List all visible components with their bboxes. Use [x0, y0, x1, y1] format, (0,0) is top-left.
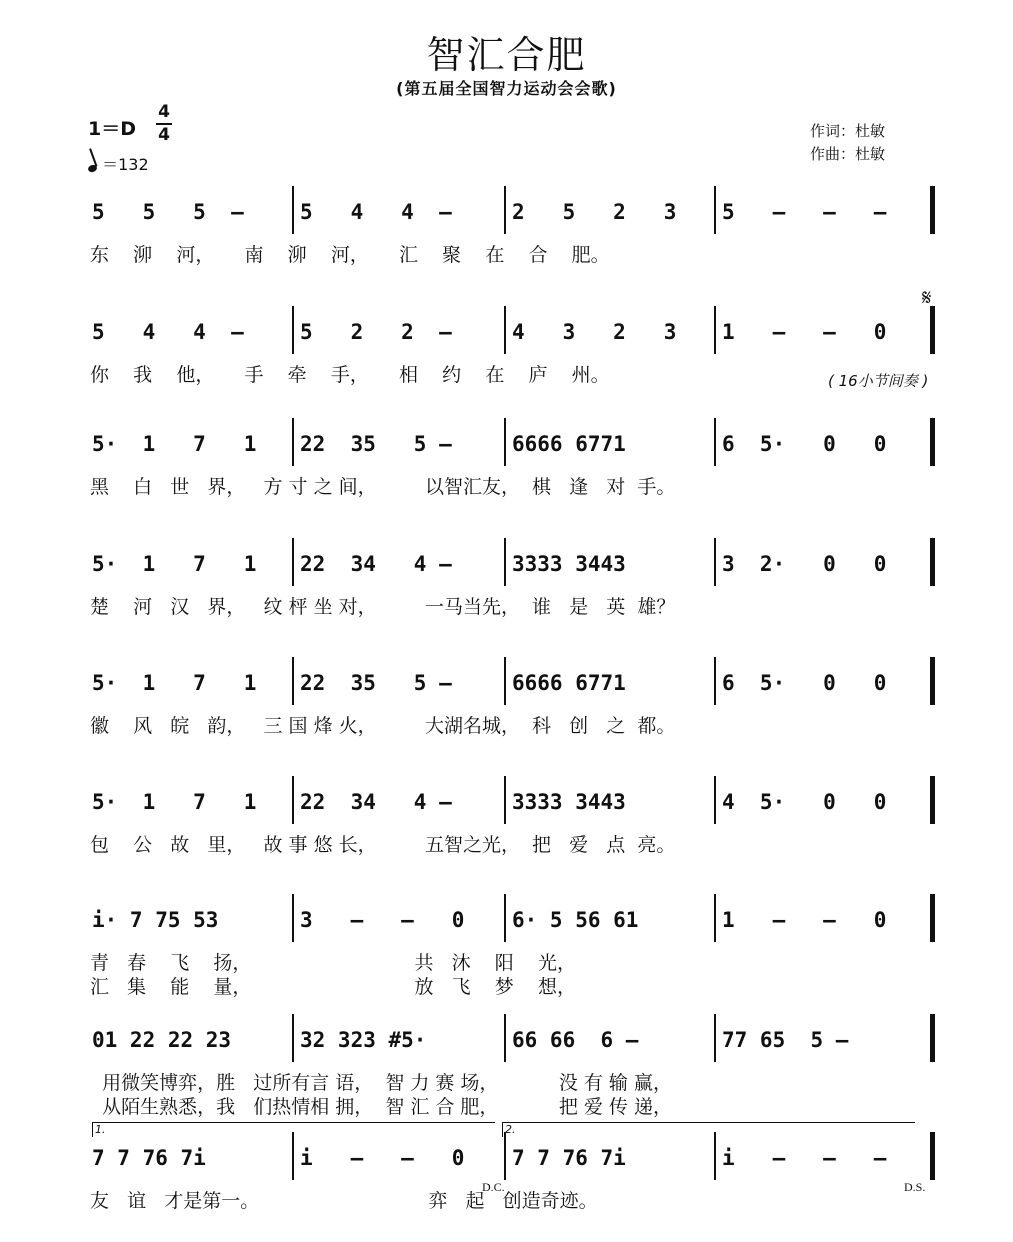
barline — [714, 776, 716, 824]
measure-notes: 01 22 22 23 — [92, 1028, 232, 1052]
barline — [714, 186, 716, 234]
measure-notes: 6· 5 56 61 — [512, 908, 639, 932]
barline — [504, 418, 506, 466]
measure-notes: 5· 1 7 1 — [92, 552, 257, 576]
barline — [292, 894, 294, 942]
barline — [504, 306, 506, 354]
measure-notes: 1 – – 0 — [722, 320, 887, 344]
measure-notes: 6 5· 0 0 — [722, 432, 887, 456]
barline — [504, 1132, 506, 1180]
measure-notes: 3333 3443 — [512, 552, 626, 576]
measure-notes: 5· 1 7 1 — [92, 671, 257, 695]
measure-notes: 4 3 2 3 — [512, 320, 677, 344]
measure-notes: i· 7 75 53 — [92, 908, 219, 932]
measure-notes: 6666 6771 — [512, 671, 626, 695]
barline — [504, 1014, 506, 1062]
barline — [292, 1014, 294, 1062]
measure-notes: 5· 1 7 1 — [92, 432, 257, 456]
measure-notes: 7 7 76 7i — [512, 1146, 626, 1170]
ds-marking: D.S. — [904, 1180, 926, 1194]
barline — [714, 1014, 716, 1062]
volta-first-ending: 1. — [92, 1122, 495, 1137]
measure-notes: 32 323 #5· — [300, 1028, 427, 1052]
measure-notes: 4 5· 0 0 — [722, 790, 887, 814]
barline — [292, 776, 294, 824]
lyric-line: 包 公 故 里， 故 事 悠 长， 五智之光， 把 爱 点 亮。 — [90, 834, 676, 856]
time-signature — [156, 103, 172, 145]
tempo-value: ＝132 — [102, 155, 149, 174]
barline — [292, 657, 294, 705]
score-system — [80, 908, 940, 998]
barline — [292, 1132, 294, 1180]
measure-notes: 22 35 5 – — [300, 671, 452, 695]
lyric-line: 东 泖 河， 南 泖 河， 汇 聚 在 合 肥。 — [90, 244, 610, 266]
score-system — [80, 671, 940, 737]
barline — [714, 306, 716, 354]
quarter-note-icon — [87, 164, 98, 174]
lyric-line: 黑 白 世 界， 方 寸 之 间， 以智汇友， 棋 逢 对 手。 — [90, 476, 676, 498]
song-subtitle: (第五届全国智力运动会会歌) — [396, 79, 617, 98]
lyricist-credit: 作词：杜敏 — [810, 122, 886, 140]
measure-notes: 77 65 5 – — [722, 1028, 849, 1052]
measure-notes: 22 34 4 – — [300, 790, 452, 814]
measure-notes: 5 – – – — [722, 200, 887, 224]
score-system — [80, 790, 940, 856]
measure-notes: 22 35 5 – — [300, 432, 452, 456]
barline — [504, 538, 506, 586]
barline — [930, 1132, 935, 1180]
barline — [292, 538, 294, 586]
measure-notes: 7 7 76 7i — [92, 1146, 206, 1170]
barline — [714, 657, 716, 705]
score-system — [80, 552, 940, 618]
dc-marking: D.C. — [482, 1180, 505, 1194]
measure-notes: 6666 6771 — [512, 432, 626, 456]
barline — [504, 186, 506, 234]
barline — [504, 657, 506, 705]
composer-credit: 作曲：杜敏 — [810, 145, 886, 163]
lyric-line: 徽 风 皖 韵， 三 国 烽 火， 大湖名城， 科 创 之 都。 — [90, 715, 676, 737]
measure-notes: 5 2 2 – — [300, 320, 452, 344]
barline — [930, 538, 935, 586]
lyric-line: 楚 河 汉 界， 纹 枰 坐 对， 一马当先， 谁 是 英 雄？ — [90, 596, 676, 618]
measure-notes: 22 34 4 – — [300, 552, 452, 576]
lyric-line: 从陌生熟悉，我 们热情相 拥， 智 汇 合 肥， 把 爱 传 递， — [90, 1096, 672, 1118]
barline — [714, 1132, 716, 1180]
lyric-line: 青 春 飞 扬， 共 沐 阳 光， — [90, 952, 576, 974]
lyric-line: 友 谊 才是第一。 弈 起 创造奇迹。 — [90, 1190, 598, 1212]
score-system — [80, 1028, 940, 1118]
barline — [930, 1014, 935, 1062]
barline — [292, 186, 294, 234]
measure-notes: 3333 3443 — [512, 790, 626, 814]
barline — [930, 306, 935, 354]
measure-notes: 66 66 6 – — [512, 1028, 639, 1052]
measure-notes: 5 4 4 – — [300, 200, 452, 224]
barline — [504, 776, 506, 824]
barline — [714, 418, 716, 466]
measure-notes: 1 – – 0 — [722, 908, 887, 932]
barline — [714, 894, 716, 942]
time-signature-top: 4 — [158, 102, 170, 122]
interlude-note: ( 16小节间奏 ) — [828, 372, 929, 390]
barline — [292, 306, 294, 354]
lyric-line: 用微笑博弈，胜 过所有言 语， 智 力 赛 场， 没 有 输 赢， — [90, 1072, 672, 1094]
barline — [930, 894, 935, 942]
measure-notes: 6 5· 0 0 — [722, 671, 887, 695]
score-system — [80, 200, 940, 266]
measure-notes: 5· 1 7 1 — [92, 790, 257, 814]
measure-notes: 5 5 5 – — [92, 200, 244, 224]
barline — [504, 894, 506, 942]
tempo-marking — [88, 152, 149, 175]
measure-notes: i – – – — [722, 1146, 887, 1170]
barline — [930, 186, 935, 234]
lyric-line: 汇 集 能 量， 放 飞 梦 想， — [90, 976, 576, 998]
song-title: 智汇合肥 — [426, 33, 587, 77]
barline — [714, 538, 716, 586]
volta-second-ending: 2. — [502, 1122, 915, 1137]
barline — [930, 776, 935, 824]
time-signature-bottom: 4 — [158, 125, 170, 145]
segno-icon: 𝄋 — [922, 286, 932, 311]
barline — [292, 418, 294, 466]
measure-notes: 3 – – 0 — [300, 908, 465, 932]
key-signature: 1＝D — [88, 118, 136, 140]
lyric-line: 你 我 他， 手 牵 手， 相 约 在 庐 州。 — [90, 364, 610, 386]
measure-notes: 3 2· 0 0 — [722, 552, 887, 576]
measure-notes: i – – 0 — [300, 1146, 465, 1170]
measure-notes: 2 5 2 3 — [512, 200, 677, 224]
barline — [930, 657, 935, 705]
score-system — [80, 432, 940, 498]
measure-notes: 5 4 4 – — [92, 320, 244, 344]
barline — [930, 418, 935, 466]
